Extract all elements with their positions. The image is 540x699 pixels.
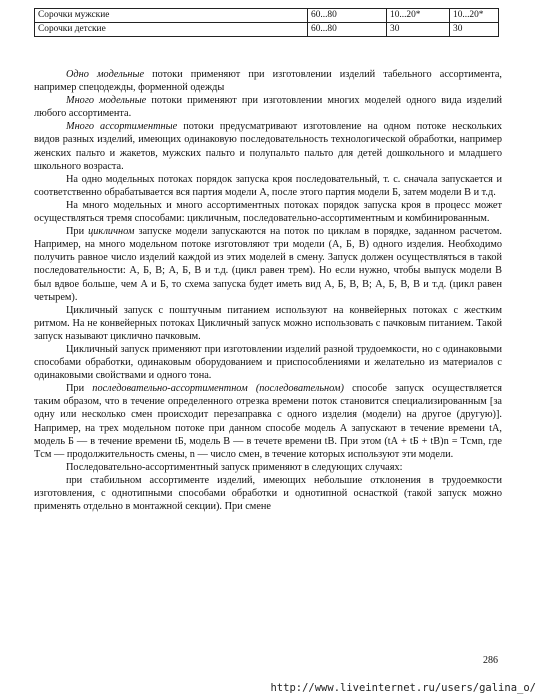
paragraph-text: Цикличный запуск с поштучным питанием используют на конвейерных потоках с жестким ритмом. На не конвейерных потоках Цикличный запуск можно использовать с пачковым питанием. Такой запуск называют циклично пачковым. (34, 304, 502, 342)
table-cell: 30 (387, 23, 450, 37)
paragraph-prefix: При (66, 226, 89, 238)
paragraph-text: потоки применяют при изготовлении изделий табельного ассортимента, например спецодежды, форменной одежды (34, 69, 502, 94)
norms-table (34, 8, 499, 37)
table-cell: 60...80 (308, 23, 387, 37)
paragraph-text: потоки применяют при изготовлении многих моделей одного вида изделий любого ассортимента. (34, 95, 503, 120)
footer-url: http://www.liveinternet.ru/users/galina_o/ (270, 682, 536, 694)
table-cell: Сорочки мужские (35, 9, 308, 23)
paragraph (34, 474, 502, 513)
paragraph (34, 120, 502, 172)
paragraph-emphasis: Много ассортиментные (66, 121, 178, 133)
paragraph-text: На одно модельных потоках порядок запуска кроя последовательный, т. с. сначала запускается и соответственно обрабатывается вся партия модели А, после этого партия модели Б, затем модели В и т.д. (34, 173, 502, 198)
paragraph-text: Последовательно-ассортиментный запуск применяют в следующих случаях: (66, 461, 403, 473)
paragraph (34, 173, 502, 199)
paragraph-text: На много модельных и много ассортиментных потоках порядок запуска кроя в процесс может осуществляться тремя способами: цикличным, последовательно-ассортиментным и комбинированным. (34, 199, 502, 225)
paragraph-emphasis: цикличном (88, 226, 135, 238)
paragraph-text: потоки предусматривают изготовление на одном потоке нескольких видов разных изделий, имеющих одинаковую последовательность технологической обработки, например женских пальто и жакетов, мужских пальто и полупальто пальто для детей дошкольного и младшего школьного возраста. (34, 121, 502, 172)
paragraph (34, 94, 502, 120)
table-row (35, 23, 499, 37)
paragraph (34, 68, 502, 94)
paragraph (34, 225, 502, 304)
table-cell: 30 (450, 23, 499, 37)
body-text (34, 68, 502, 513)
paragraph-prefix: При (66, 383, 93, 395)
paragraph-emphasis: Одно модельные (66, 69, 145, 80)
paragraph-text: Цикличный запуск применяют при изготовлении изделий разной трудоемкости, но с одинаковыми способами обработки, одинаковым оборудованием и приспособлениями и желательно из материалов с одинаковыми свойствами и одного тона. (34, 343, 502, 382)
paragraph (34, 304, 502, 343)
table-cell: 10...20* (450, 9, 499, 23)
table-cell: Сорочки детские (35, 23, 308, 37)
paragraph-emphasis: последовательно-ассортиментном (последовательном) (92, 383, 344, 395)
table-cell: 60...80 (308, 9, 387, 23)
paragraph-text: способе запуск осуществляется таким образом, что в течение определенного отрезка времени поток становится специализированным [за одну или несколько смен происходит перезаправка с одного изделия (модели) на другое (другую)]. Например, на трех модельном потоке при данном способе модель А запускают в течение времени tА, модель Б — в течение времени tБ, модель В — в течете времени tВ. При этом (tА + tБ + tВ)n = Tсмn, где Tсм — продолжительность смены, n — число смен, в течение которых используют эти модели. (34, 383, 502, 460)
paragraph (34, 461, 502, 474)
paragraph (34, 199, 502, 225)
paragraph-text: при стабильном ассортименте изделий, имеющих небольшие отклонения в трудоемкости изготовления, с однотипными способами обработки и однотипной оснасткой (такой запуск можно применять отдельно в монтажной секции). При смене (34, 474, 502, 513)
paragraph (34, 382, 502, 461)
page-number: 286 (483, 655, 498, 666)
paragraph (34, 343, 502, 382)
paragraph-emphasis: Много модельные (66, 95, 147, 107)
table-row (35, 9, 499, 23)
paragraph-text: запуске модели запускаются на поток по циклам в порядке, заданном расчетом. Например, на много модельном потоке изготовляют три модели (А, Б, В) одного изделия. Необходимо получить равное число изделий каждой из этих моделей в смену. Запуск должен осуществляться в такой последовательности: А, Б, В; А, Б, В и т.д. (цикл равен трем). Но если нужно, чтобы выпуск модели В был вдвое больше, чем А и Б, то схема запуска будет иметь вид А, Б, В, В; А, Б, В, В и т.д. (цикл равен четырем). (34, 226, 502, 303)
table-cell: 10...20* (387, 9, 450, 23)
